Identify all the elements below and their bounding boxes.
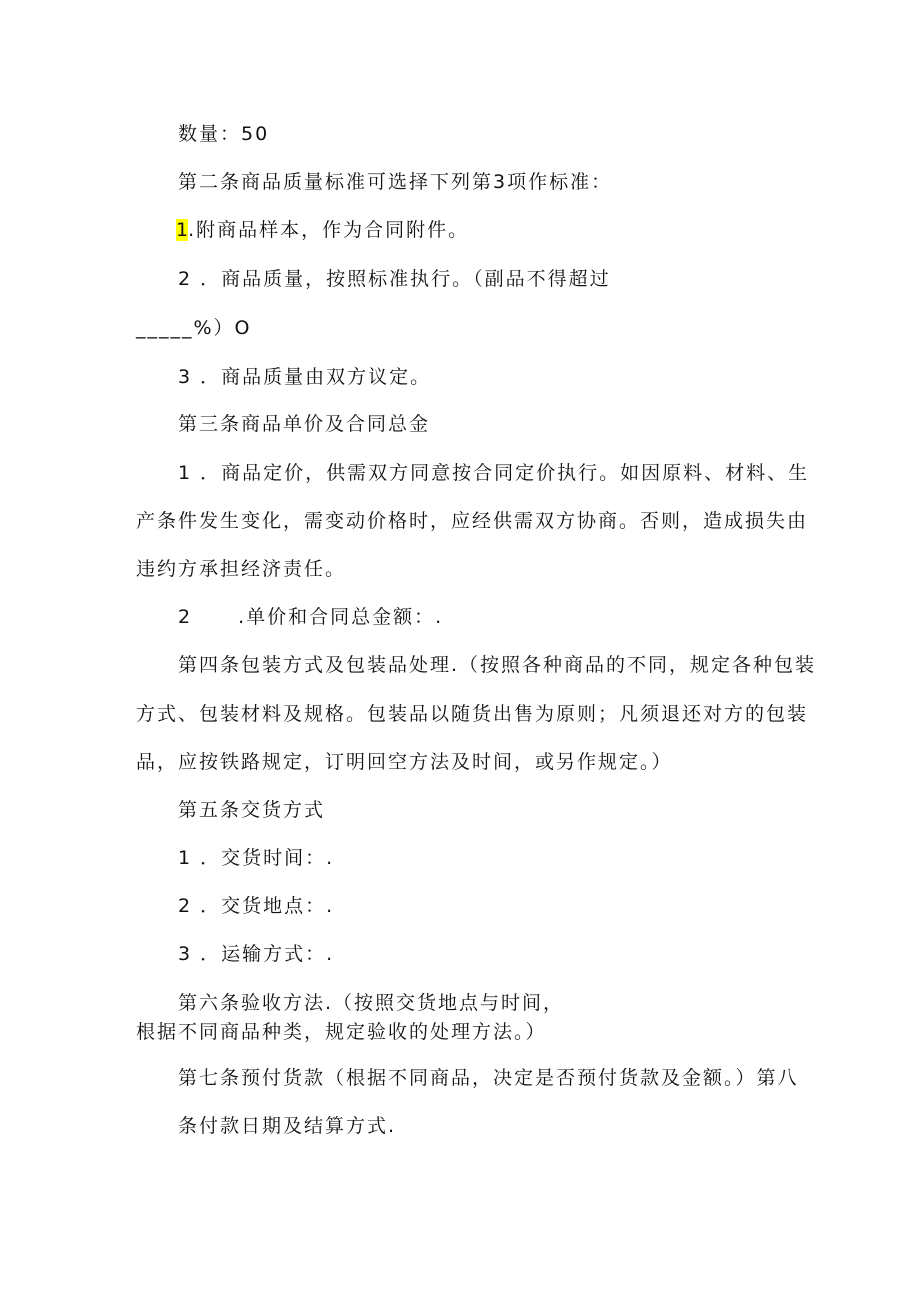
highlighted-number: 1 [176, 219, 189, 241]
price-item-2-number: 2 [178, 606, 193, 628]
article-6-line-1: 第六条验收方法.（按照交货地点与时间， [178, 992, 565, 1014]
article-4-line-3: 品，应按铁路规定，订明回空方法及时间，或另作规定。） [136, 751, 673, 773]
price-item-2 [178, 605, 443, 629]
article-4-line-1: 第四条包装方式及包装品处理.（按照各种商品的不同，规定各种包装 [178, 654, 817, 676]
article-2-heading: 第二条商品质量标准可选择下列第3项作标准： [178, 171, 613, 193]
delivery-item-3: 3 ．运输方式：. [178, 943, 335, 965]
quality-item-3: 3 ．商品质量由双方议定。 [178, 366, 432, 388]
quality-item-1-text: .附商品样本，作为合同附件。 [188, 219, 470, 241]
article-6-line-2: 根据不同商品种类，规定验收的处理方法。） [136, 1021, 547, 1043]
quantity-line: 数量：50 [178, 123, 270, 145]
article-4-line-2: 方式、包装材料及规格。包装品以随货出售为原则；凡须退还对方的包装 [136, 703, 809, 725]
price-item-1-line-2: 产条件发生变化，需变动价格时，应经供需双方协商。否则，造成损失由 [136, 510, 809, 532]
delivery-item-1: 1 ．交货时间：. [178, 847, 335, 869]
price-item-1-line-3: 违约方承担经济责任。 [136, 558, 347, 580]
quality-item-1 [176, 218, 469, 242]
article-8-line: 条付款日期及结算方式. [178, 1115, 397, 1137]
quality-item-2-continued: _____%）O [136, 317, 252, 339]
price-item-2-text: .单价和合同总金额：. [238, 606, 444, 628]
quality-item-2: 2 ．商品质量，按照标准执行。（副品不得超过 [178, 268, 611, 290]
article-5-heading: 第五条交货方式 [178, 799, 326, 821]
article-7-line-1: 第七条预付货款（根据不同商品，决定是否预付货款及金额。）第八 [178, 1067, 799, 1089]
price-item-1-line-1: 1 ．商品定价，供需双方同意按合同定价执行。如因原料、材料、生 [178, 462, 810, 484]
article-3-heading: 第三条商品单价及合同总金 [178, 413, 431, 435]
delivery-item-2: 2 ．交货地点：. [178, 895, 335, 917]
